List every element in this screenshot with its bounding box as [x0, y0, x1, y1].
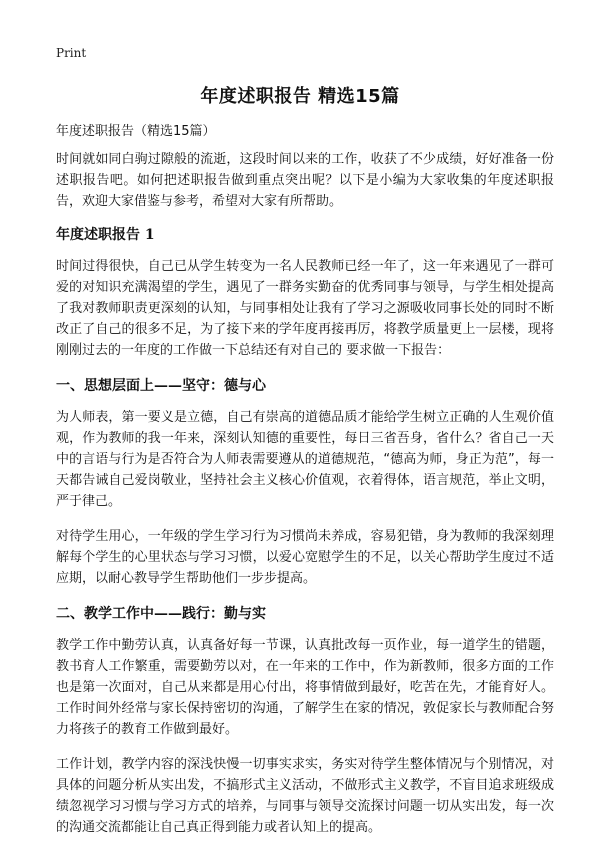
section-2-paragraph-1: 为人师表，第一要义是立德，自己有崇高的道德品质才能给学生树立正确的人生观价值观，作为教师的我一年来，深刻认知德的重要性，每日三省吾身，省什么？省自己一天中的言语与行为是否符合为人师表需要遵从的道德规范，“德高为师，身正为范”，每一天都告诫自己爱岗敬业，坚持社会主义核心价值观，衣着得体，语言规范，举止文明，严于律己。: [56, 410, 554, 509]
intro-paragraph: 时间就如同白驹过隙般的流逝，这段时间以来的工作，收获了不少成绩，好好准备一份述职报告吧。如何把述职报告做到重点突出呢？以下是小编为大家收集的年度述职报告，欢迎大家借鉴与参考，希望对大家有所帮助。: [56, 152, 554, 209]
document-body: [56, 120, 554, 852]
document-subtitle: 年度述职报告（精选15篇）: [56, 124, 216, 139]
section-heading-teaching: 二、教学工作中——践行：勤与实: [56, 606, 266, 622]
section-3-paragraph-2: 工作计划，教学内容的深浅快慢一切事实求实，务实对待学生整体情况与个别情况，对具体的问题分析从实出发，不搞形式主义活动，不做形式主义教学，不盲目追求班级成绩忽视学习习惯与学习方式的培养，与同事与领导交流探讨问题一切从实出发，每一次的沟通交流都能让自己真正得到能力或者认知上的提高。: [56, 757, 554, 835]
section-heading-report-1: 年度述职报告 1: [56, 227, 155, 243]
section-1-paragraph-1: 时间过得很快，自己已从学生转变为一名人民教师已经一年了，这一年来遇见了一群可爱的对知识充满渴望的学生，遇见了一群务实勤奋的优秀同事与领导，与学生相处提高了我对教师职责更深刻的认知，与同事相处让我有了学习之源吸收同事长处的同时不断改正了自己的很多不足，为了接下来的学年度再接再厉，将教学质量更上一层楼，现将刚刚过去的一年度的工作做一下总结还有对自己的 要求做一下报告：: [56, 259, 554, 358]
section-2-paragraph-2: 对待学生用心，一年级的学生学习行为习惯尚未养成，容易犯错，身为教师的我深刻理解每个学生的心里状态与学习习惯，以爱心宽慰学生的不足，以关心帮助学生度过不适应期，以耐心教导学生帮助他们一步步提高。: [56, 529, 554, 586]
section-heading-ideology: 一、思想层面上——坚守：德与心: [56, 378, 266, 394]
section-3-paragraph-1: 教学工作中勤劳认真，认真备好每一节课，认真批改每一页作业，每一道学生的错题，教书育人工作繁重，需要勤劳以对，在一年来的工作中，作为新教师，很多方面的工作也是第一次面对，自己从来都是用心付出，将事情做到最好，吃苦在先，才能育好人。工作时间外经常与家长保持密切的沟通，了解学生在家的情况，敦促家长与教师配合努力将孩子的教育工作做到最好。: [56, 638, 554, 737]
print-label[interactable]: Print: [56, 46, 87, 60]
document-title: 年度述职报告 精选15篇: [200, 86, 400, 107]
